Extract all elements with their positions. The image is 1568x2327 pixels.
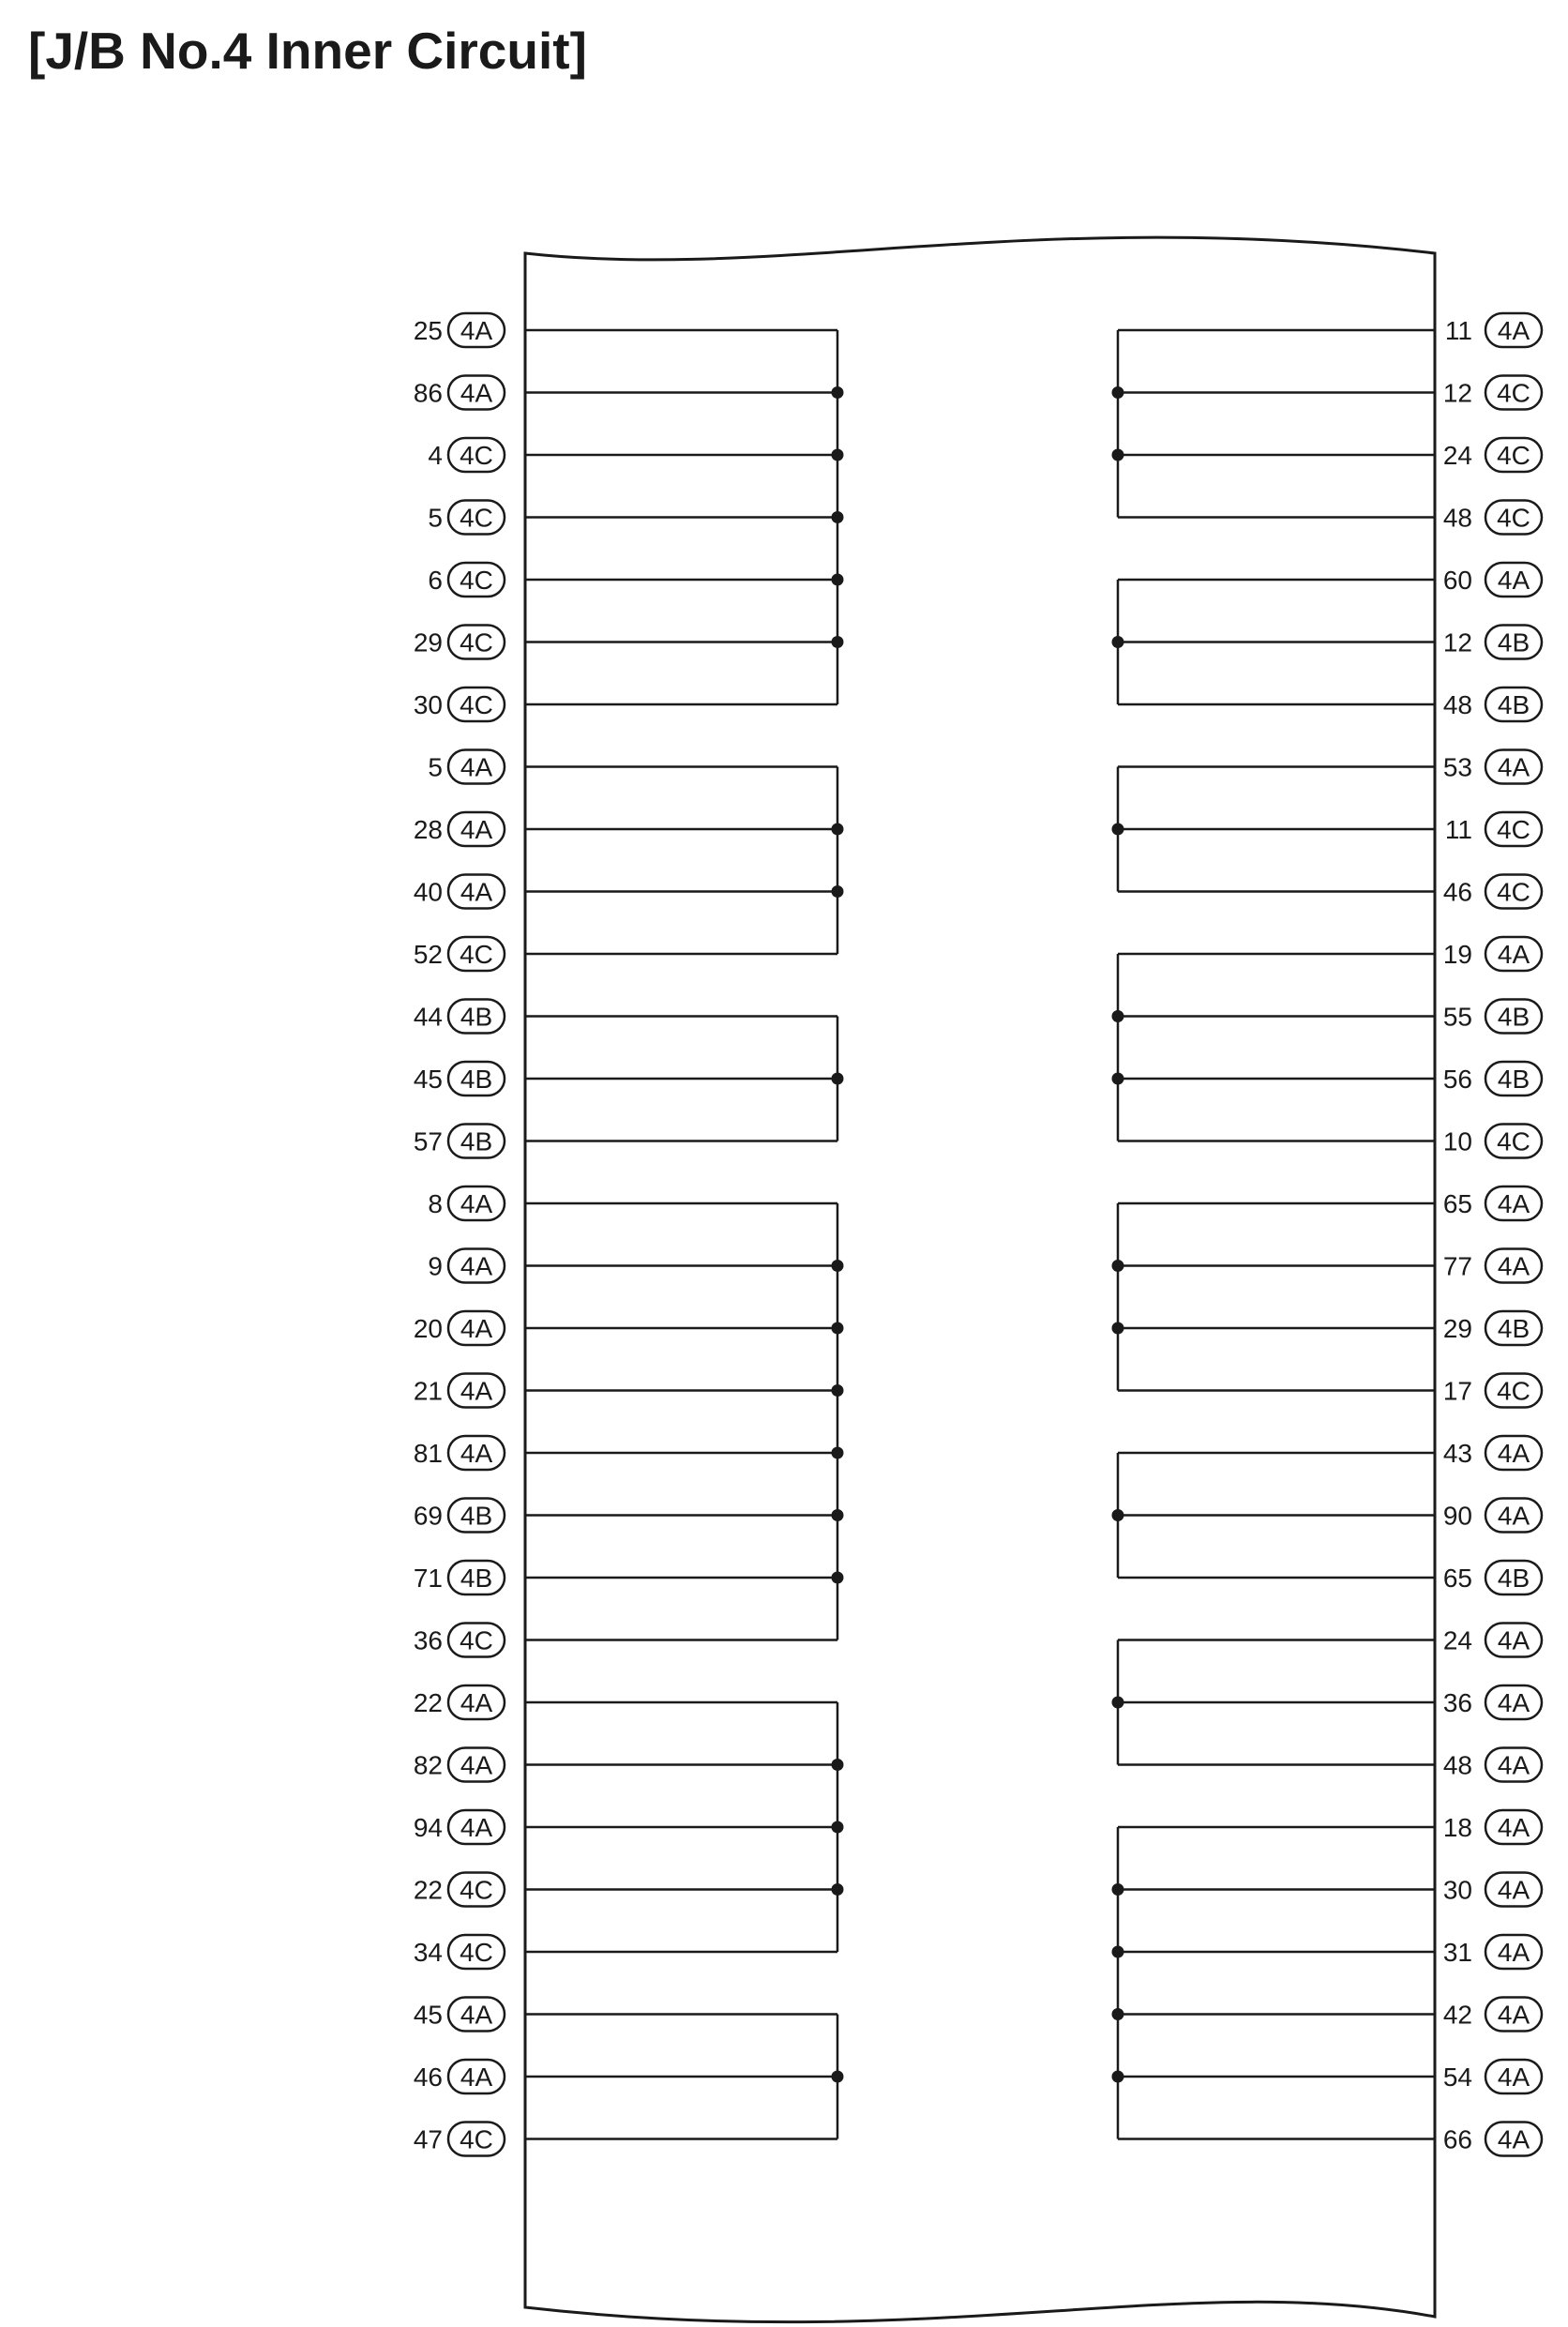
left-terminal [428,438,505,472]
left-terminal [414,376,505,410]
pin-number: 82 [413,1750,443,1780]
right-terminal [1443,1125,1542,1158]
left-circuit-group [525,1203,844,1640]
right-terminal [1443,1561,1542,1594]
pin-number: 77 [1442,1251,1472,1281]
pin-number: 20 [413,1314,443,1343]
connector-code: 4A [460,1813,493,1842]
pin-number: 12 [1442,378,1472,408]
left-terminal [428,1249,505,1283]
pin-number: 21 [413,1376,443,1406]
pin-number: 86 [413,378,443,408]
right-terminal [1443,937,1542,971]
pin-number: 48 [1442,503,1472,533]
connector-code: 4C [460,1875,493,1905]
pin-number: 46 [413,2063,443,2092]
connector-code: 4C [460,627,493,657]
right-terminal [1443,1062,1542,1096]
pin-number: 12 [1442,627,1472,657]
pin-number: 9 [428,1251,443,1281]
pin-number: 45 [413,2000,443,2030]
connector-code: 4A [1497,1501,1530,1531]
pin-number: 81 [413,1439,443,1468]
right-terminal [1443,2123,1542,2156]
pin-number: 18 [1442,1813,1472,1842]
connector-code: 4A [1497,1439,1530,1468]
right-circuit-group [1112,767,1436,892]
connector-code: 4B [460,1501,493,1531]
pin-number: 43 [1442,1439,1472,1468]
connector-code: 4B [1497,1002,1530,1032]
left-terminal [414,2123,505,2156]
right-terminal [1443,1374,1542,1408]
connector-code: 4A [460,1439,493,1468]
pin-number: 57 [413,1126,443,1156]
left-terminal [428,563,505,597]
connector-code: 4C [1497,503,1530,533]
connector-code: 4A [1497,752,1530,782]
right-circuit-group [1112,1203,1436,1391]
left-terminal [414,1499,505,1533]
connector-code: 4C [460,1625,493,1655]
connector-code: 4A [1497,1813,1530,1842]
connector-code: 4A [1497,316,1530,345]
left-terminal [414,1810,505,1844]
left-terminal [414,1436,505,1470]
connector-code: 4A [460,1189,493,1218]
pin-number: 4 [428,441,443,470]
pin-number: 19 [1442,940,1472,969]
connector-code: 4C [1497,441,1530,470]
connector-code: 4C [460,1938,493,1967]
connector-code: 4C [460,503,493,533]
right-terminal [1443,438,1542,472]
left-terminal-column [414,313,844,2156]
right-terminal [1443,1249,1542,1283]
pin-number: 25 [413,316,443,345]
pin-number: 48 [1442,690,1472,719]
left-terminal [414,1561,505,1594]
left-terminal [414,1748,505,1782]
connector-code: 4B [460,1126,493,1156]
pin-number: 69 [413,1501,443,1531]
right-terminal [1443,501,1542,535]
right-terminal [1443,1998,1542,2032]
pin-number: 45 [413,1065,443,1094]
pin-number: 30 [1442,1875,1472,1905]
left-terminal [414,1935,505,1969]
left-terminal [414,875,505,909]
connector-code: 4A [1497,1875,1530,1905]
pin-number: 52 [413,940,443,969]
connector-code: 4A [1497,1938,1530,1967]
pin-number: 30 [413,690,443,719]
connector-code: 4A [460,815,493,844]
left-terminal [414,626,505,659]
right-circuit-group [1112,1453,1436,1578]
left-terminal [414,1624,505,1657]
left-terminal [428,501,505,535]
right-terminal-column [1112,313,1543,2156]
connector-code: 4A [460,1750,493,1780]
pin-number: 6 [428,566,443,595]
left-circuit-group [525,767,844,955]
connector-code: 4C [1497,1126,1530,1156]
right-terminal [1443,2060,1542,2093]
connector-code: 4A [1497,1189,1530,1218]
right-terminal [1443,1873,1542,1907]
pin-number: 24 [1442,1625,1472,1655]
pin-number: 54 [1442,2063,1472,2092]
connector-code: 4A [1497,2000,1530,2030]
pin-number: 29 [413,627,443,657]
pin-number: 42 [1442,2000,1472,2030]
connector-code: 4B [1497,1065,1530,1094]
pin-number: 36 [1442,1688,1472,1717]
pin-number: 46 [1442,877,1472,907]
right-terminal [1443,1499,1542,1533]
left-circuit-group [525,1017,844,1141]
connector-code: 4B [460,1065,493,1094]
right-terminal [1443,1748,1542,1782]
connector-code: 4A [1497,1750,1530,1780]
left-terminal [414,313,505,347]
connector-code: 4B [460,1002,493,1032]
connector-code: 4C [460,2124,493,2154]
connector-code: 4C [1497,378,1530,408]
connector-code: 4A [460,877,493,907]
pin-number: 22 [413,1688,443,1717]
pin-number: 28 [413,815,443,844]
right-terminal [1443,1935,1542,1969]
pin-number: 17 [1442,1376,1472,1406]
left-terminal [414,1125,505,1158]
left-terminal [414,812,505,846]
right-terminal [1443,1186,1542,1220]
right-terminal [1443,1436,1542,1470]
pin-number: 10 [1442,1126,1472,1156]
connector-code: 4A [460,2000,493,2030]
connector-code: 4A [460,316,493,345]
pin-number: 71 [413,1564,443,1593]
connector-code: 4C [1497,877,1530,907]
right-circuit-group [1112,580,1436,704]
pin-number: 36 [413,1625,443,1655]
page-title: [J/B No.4 Inner Circuit] [28,22,587,80]
right-terminal [1443,626,1542,659]
pin-number: 34 [413,1938,443,1967]
pin-number: 22 [413,1875,443,1905]
connector-code: 4A [1497,940,1530,969]
right-terminal [1443,1000,1542,1034]
pin-number: 29 [1442,1314,1472,1343]
connector-code: 4C [460,566,493,595]
right-terminal [1443,376,1542,410]
junction-block-outline [525,237,1435,2322]
connector-code: 4B [1497,690,1530,719]
connector-code: 4C [460,441,493,470]
connector-code: 4A [460,378,493,408]
pin-number: 56 [1442,1065,1472,1094]
connector-code: 4C [460,690,493,719]
connector-code: 4A [460,1314,493,1343]
pin-number: 24 [1442,441,1472,470]
connector-code: 4B [460,1564,493,1593]
connector-code: 4A [460,2063,493,2092]
pin-number: 90 [1442,1501,1472,1531]
connector-code: 4A [460,1688,493,1717]
pin-number: 65 [1442,1189,1472,1218]
right-terminal [1443,750,1542,784]
left-circuit-group [525,2015,844,2139]
right-terminal [1443,1685,1542,1719]
right-circuit-group [1112,954,1436,1141]
connector-code: 4B [1497,1314,1530,1343]
left-terminal [414,1873,505,1907]
pin-number: 11 [1444,316,1472,345]
pin-number: 5 [428,503,443,533]
right-terminal [1443,1624,1542,1657]
left-terminal [414,1311,505,1345]
right-circuit-group [1112,1827,1436,2139]
connector-code: 4C [1497,1376,1530,1406]
left-terminal [428,1186,505,1220]
left-terminal [414,1000,505,1034]
connector-code: 4B [1497,627,1530,657]
connector-code: 4A [1497,2063,1530,2092]
left-terminal [414,1685,505,1719]
connector-code: 4B [1497,1564,1530,1593]
right-terminal [1443,563,1542,597]
right-circuit-group [1112,1640,1436,1765]
connector-code: 4A [1497,1688,1530,1717]
right-terminal [1445,812,1542,846]
left-terminal [414,2060,505,2093]
pin-number: 55 [1442,1002,1472,1032]
left-terminal [414,937,505,971]
left-terminal [414,1374,505,1408]
pin-number: 8 [428,1189,443,1218]
right-terminal [1443,1311,1542,1345]
pin-number: 44 [413,1002,443,1032]
pin-number: 31 [1442,1938,1472,1967]
connector-code: 4A [1497,2124,1530,2154]
pin-number: 53 [1442,752,1472,782]
right-terminal [1443,1810,1542,1844]
right-terminal [1445,313,1542,347]
pin-number: 60 [1442,566,1472,595]
right-terminal [1443,875,1542,909]
left-terminal [414,688,505,721]
left-terminal [428,750,505,784]
left-circuit-group [525,330,844,704]
pin-number: 11 [1444,815,1472,844]
pin-number: 65 [1442,1564,1472,1593]
connector-code: 4C [460,940,493,969]
connector-code: 4A [460,1376,493,1406]
left-terminal [414,1998,505,2032]
connector-code: 4A [460,752,493,782]
pin-number: 66 [1442,2124,1472,2154]
connector-code: 4A [460,1251,493,1281]
pin-number: 48 [1442,1750,1472,1780]
pin-number: 5 [428,752,443,782]
left-circuit-group [525,1702,844,1952]
right-circuit-group [1112,330,1436,518]
connector-code: 4A [1497,1625,1530,1655]
connector-code: 4C [1497,815,1530,844]
right-terminal [1443,688,1542,721]
pin-number: 40 [413,877,443,907]
pin-number: 94 [413,1813,443,1842]
pin-number: 47 [413,2124,443,2154]
left-terminal [414,1062,505,1096]
connector-code: 4A [1497,566,1530,595]
connector-code: 4A [1497,1251,1530,1281]
